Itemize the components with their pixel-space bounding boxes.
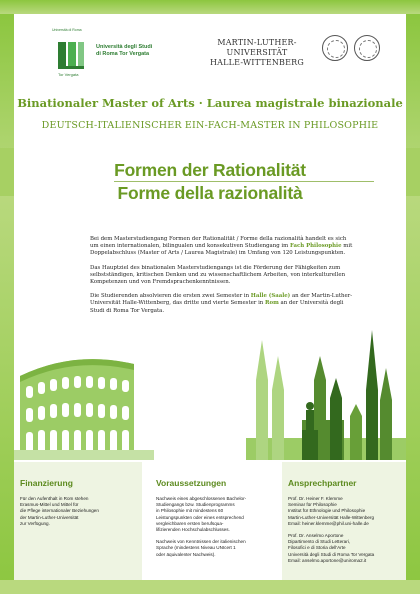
contact-line: Seminar für Philosophie: [288, 502, 337, 508]
requirements-paragraph-2: [156, 539, 274, 558]
contact-line: Martin-Luther-Universität Halle-Wittenberg: [288, 514, 375, 520]
financing-title: Finanzierung: [20, 478, 73, 488]
contact-line: Prof. Dr. Anselmo Aportone: [288, 533, 344, 539]
contact-rome: [288, 533, 406, 564]
requirements-line: lifizierenden Hochschulabschlusses.: [156, 527, 230, 533]
contact-line: Prof. Dr. Heiner F. Klemme: [288, 496, 343, 501]
description-paragraph-1: [90, 236, 354, 258]
mlu-seal-icon: [322, 35, 348, 61]
text-run: Die Studierenden absolvieren die ersten zwei Semester in: [90, 293, 251, 300]
requirements-line: Studiengangs bzw. Studienprogramms: [156, 502, 235, 508]
heading-italian: Forme della razionalità: [117, 183, 303, 203]
mlu-seal-icon: [354, 35, 380, 61]
program-subtitle: DEUTSCH-ITALIENISCHER EIN-FACH-MASTER IN PHILOSOPHIE: [41, 120, 379, 131]
logo-bottom-caption: Tor Vergata: [58, 72, 79, 77]
frame-top: [0, 0, 420, 14]
financing-line: Für den Aufenthalt in Rom stehen: [20, 496, 89, 501]
financing-line: zur Verfügung.: [20, 520, 50, 526]
mlu-name-line: MARTIN-LUTHER-UNIVERSITÄT: [217, 38, 297, 57]
contact-line: Dipartimento di Studi Letterari,: [288, 539, 351, 545]
contact-halle: [288, 496, 406, 527]
text-run: an der Università degli Studi di Roma Tor Vergata.: [90, 300, 344, 314]
heading-german: Formen der Rationalität: [114, 160, 306, 180]
footer: [14, 462, 406, 580]
highlight-halle: Halle (Saale): [250, 293, 291, 300]
frame-left: [0, 14, 14, 594]
frame-bottom: [0, 580, 420, 594]
description-paragraph-3: [90, 293, 354, 315]
requirements-column: [150, 462, 274, 580]
contact-line: Institut für Ethnologie und Philosophie: [288, 508, 366, 514]
contact-line: Filosofici e di Storia dell'Arte: [288, 545, 346, 551]
header: [14, 14, 406, 86]
tor-vergata-name: [96, 44, 196, 58]
requirements-title: Voraussetzungen: [156, 478, 227, 488]
financing-column: [14, 462, 142, 580]
tor-vergata-logo: [52, 28, 202, 77]
highlight-subject: Fach Philosophie: [289, 243, 342, 250]
mlu-name-line: HALLE-WITTENBERG: [209, 58, 304, 67]
title-band: [14, 86, 406, 136]
contact-line: Università degli Studi di Roma Tor Vergata: [288, 551, 375, 557]
city-skyline-illustration: [14, 320, 406, 460]
financing-line: der Martin-Luther-Universität: [20, 514, 79, 520]
description-paragraph-2: Das Hauptziel des binationalen Masterstudiengangs ist die Förderung der Fähigkeiten zum selbstständigen, kritischen Denken und zu wissenschaftlichem Arbeiten, von interkulturellen Kompetenzen und von Fremdsprachenkenntnissen.: [90, 264, 346, 286]
tor-vergata-name-line: di Roma Tor Vergata: [96, 51, 150, 57]
contacts-column: [282, 462, 406, 580]
frame-right: [406, 14, 420, 594]
program-title: Binationaler Master of Arts · Laurea magistrale binazionale: [17, 96, 403, 110]
requirements-line: vergleichbaren ersten berufsqua-: [156, 520, 224, 526]
colosseum-icon: [14, 359, 154, 460]
requirements-body: [156, 496, 274, 564]
requirements-paragraph-1: [156, 496, 274, 533]
halle-skyline-icon: [246, 330, 406, 460]
financing-line: Erasmus-Mittel und Mittel für: [20, 502, 79, 508]
text-run: Bei dem Masterstudiengang Formen der Rationalität / Forme della razionalità handelt es sich um einen internationalen, bilingualen und konsekutiven Studiengang im: [90, 236, 347, 250]
tor-vergata-name-line: Università degli Studi: [96, 44, 153, 50]
text-run: an der Martin-Luther-Universität Halle-Wittenberg, das dritte und vierte Semester in: [90, 293, 353, 307]
requirements-line: Nachweis eines abgeschlossenen Bachelor-: [156, 496, 247, 501]
mlu-logo: [198, 30, 388, 70]
heading-divider: [114, 181, 374, 182]
financing-body: [20, 496, 138, 527]
requirements-line: Nachweis von Kenntnissen der italienischen: [156, 539, 246, 545]
tor-vergata-mark-icon: [52, 28, 90, 77]
text-run: mit Doppelabschluss (Master of Arts / Laurea Magistrale) im Umfang von 120 Leistungspunkten.: [90, 243, 353, 257]
requirements-line: oder äquivalenter Nachweis).: [156, 551, 216, 557]
requirements-line: in Philosophie mit mindestens 60: [156, 508, 224, 514]
contacts-title: Ansprechpartner: [288, 478, 357, 488]
contacts-body: [288, 496, 406, 570]
mlu-name: [198, 38, 316, 68]
description: [90, 236, 354, 322]
financing-line: die Pflege internationaler Beziehungen: [20, 508, 99, 514]
logo-top-caption: Università di Roma: [52, 28, 82, 32]
highlight-rom: Rom: [265, 300, 279, 307]
requirements-line: Sprache (mindestens Niveau UNIcert 1: [156, 545, 236, 551]
contact-email-halle[interactable]: Email: heiner.klemme@phil.uni-halle.de: [288, 520, 369, 526]
contact-email-rome[interactable]: Email: anselmo.aportone@uniroma2.it: [288, 557, 367, 563]
requirements-line: Leistungspunkten oder eines entsprechend: [156, 514, 244, 520]
